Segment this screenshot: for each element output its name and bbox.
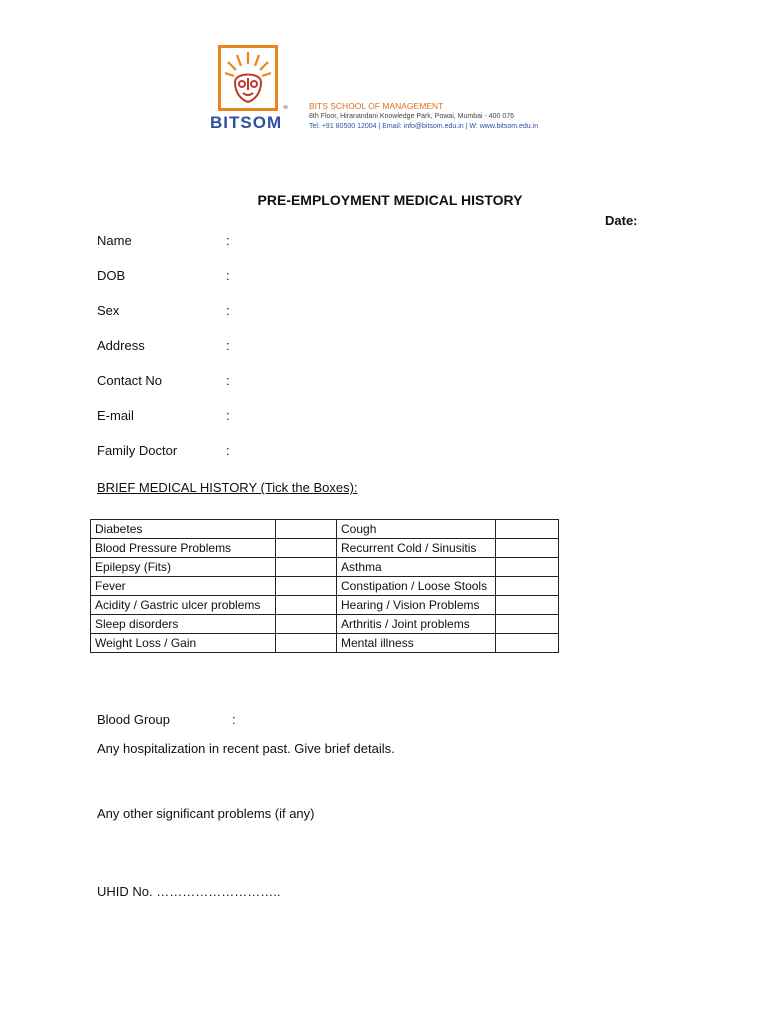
- field-colon: :: [232, 712, 236, 727]
- bitsom-logo-emblem: [218, 45, 278, 111]
- sun-lion-icon: [221, 48, 275, 108]
- tick-box[interactable]: [276, 615, 337, 634]
- table-row: [91, 558, 559, 577]
- other-problems-prompt: Any other significant problems (if any): [97, 806, 315, 821]
- organization-contact: Tel: +91 80500 12004 | Email: info@bitsom.edu.in | W: www.bitsom.edu.in: [309, 123, 539, 130]
- medical-history-table: [90, 519, 559, 653]
- tick-box[interactable]: [496, 558, 559, 577]
- tick-box[interactable]: [276, 539, 337, 558]
- tick-box[interactable]: [496, 615, 559, 634]
- blood-group-label: Blood Group: [97, 712, 170, 727]
- table-row: [91, 596, 559, 615]
- field-label-address: Address: [97, 338, 145, 353]
- tick-box[interactable]: [276, 558, 337, 577]
- tick-box[interactable]: [496, 634, 559, 653]
- field-colon: :: [226, 443, 230, 458]
- uhid-field: UHID No. ………………………..: [97, 884, 281, 899]
- field-colon: :: [226, 303, 230, 318]
- tick-box[interactable]: [496, 596, 559, 615]
- condition-label: Acidity / Gastric ulcer problems: [91, 596, 276, 615]
- condition-label: Constipation / Loose Stools: [337, 577, 496, 596]
- organization-address: 8th Floor, Hiranandani Knowledge Park, Powai, Mumbai - 400 076: [309, 113, 515, 120]
- registered-mark: ®: [281, 104, 288, 110]
- hospitalization-prompt: Any hospitalization in recent past. Give brief details.: [97, 741, 395, 756]
- field-colon: :: [226, 338, 230, 353]
- tick-box[interactable]: [496, 577, 559, 596]
- tick-box[interactable]: [496, 520, 559, 539]
- condition-label: Fever: [91, 577, 276, 596]
- field-label-name: Name: [97, 233, 132, 248]
- field-colon: :: [226, 373, 230, 388]
- bitsom-wordmark: BITSOM: [210, 113, 283, 132]
- field-label-family-doctor: Family Doctor: [97, 443, 178, 458]
- field-label-dob: DOB: [97, 268, 126, 283]
- tick-box[interactable]: [496, 539, 559, 558]
- medical-history-heading: BRIEF MEDICAL HISTORY (Tick the Boxes):: [97, 480, 358, 495]
- condition-label: Asthma: [337, 558, 496, 577]
- table-row: [91, 615, 559, 634]
- condition-label: Diabetes: [91, 520, 276, 539]
- tick-box[interactable]: [276, 634, 337, 653]
- field-label-sex: Sex: [97, 303, 120, 318]
- table-row: [91, 634, 559, 653]
- condition-label: Sleep disorders: [91, 615, 276, 634]
- field-colon: :: [226, 268, 230, 283]
- table-row: [91, 539, 559, 558]
- condition-label: Blood Pressure Problems: [91, 539, 276, 558]
- tick-box[interactable]: [276, 577, 337, 596]
- table-row: [91, 520, 559, 539]
- condition-label: Cough: [337, 520, 496, 539]
- field-label-email: E-mail: [97, 408, 134, 423]
- condition-label: Mental illness: [337, 634, 496, 653]
- field-colon: :: [226, 408, 230, 423]
- condition-label: Epilepsy (Fits): [91, 558, 276, 577]
- tick-box[interactable]: [276, 596, 337, 615]
- condition-label: Hearing / Vision Problems: [337, 596, 496, 615]
- field-label-contact-no: Contact No: [97, 373, 163, 388]
- tick-box[interactable]: [276, 520, 337, 539]
- condition-label: Weight Loss / Gain: [91, 634, 276, 653]
- table-row: [91, 577, 559, 596]
- page-title: PRE-EMPLOYMENT MEDICAL HISTORY: [257, 192, 523, 208]
- field-colon: :: [226, 233, 230, 248]
- organization-name: BITS SCHOOL OF MANAGEMENT: [309, 101, 444, 111]
- condition-label: Arthritis / Joint problems: [337, 615, 496, 634]
- condition-label: Recurrent Cold / Sinusitis: [337, 539, 496, 558]
- date-label: Date:: [605, 213, 638, 228]
